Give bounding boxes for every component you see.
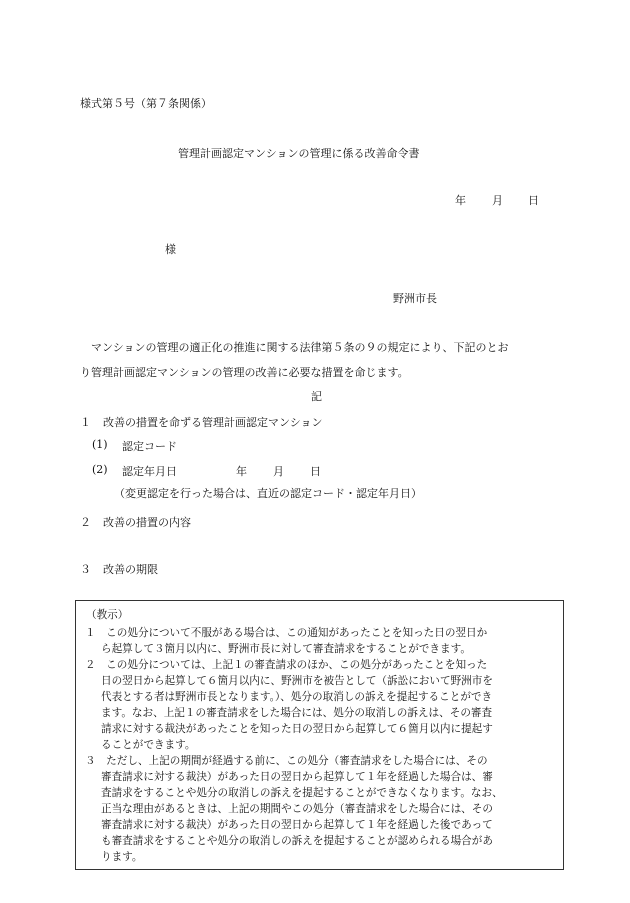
notice-p3-line: 審査請求に対する裁決）があった日の翌日から起算して１年を経過した後であって: [101, 819, 493, 831]
notice-p3-line: 査請求をすることや処分の取消しの訴えを提起することができなくなります。なお、: [101, 787, 503, 799]
notice-p1-line: １ この処分について不服がある場合は、この通知があったことを知った日の翌日か: [85, 627, 488, 639]
item-2-label: 改善の措置の内容: [103, 516, 191, 529]
notice-p3-line: ３ ただし、上記の期間が経過する前に、この処分（審査請求をした場合には、その: [85, 755, 488, 767]
form-number: 様式第５号（第７条関係）: [80, 97, 212, 110]
item-3-number: ３: [80, 563, 91, 576]
sub-2-year: 年: [236, 465, 247, 478]
notice-p2-line: 日の翌日から起算して６箇月以内に、野洲市を被告として（訴訟において野洲市を: [101, 675, 493, 687]
addressee: 様: [165, 243, 176, 256]
appeal-notice-box: [75, 600, 564, 870]
notice-p2-line: 代表とする者は野洲市長となります。）、処分の取消しの訴えを提起することができ: [101, 691, 493, 703]
date-year: 年: [455, 194, 466, 207]
notice-p3-line: ります。: [101, 851, 143, 863]
intro-line-1: マンションの管理の適正化の推進に関する法律第５条の９の規定により、下記のとお: [91, 341, 509, 354]
notice-p2-line: 請求に対する裁決があったことを知った日の翌日から起算して６箇月以内に提起す: [101, 723, 493, 735]
item-2-number: ２: [80, 516, 91, 529]
notice-p2-line: ることができます。: [101, 739, 196, 751]
issuer: 野洲市長: [393, 292, 437, 305]
item-3-label: 改善の期限: [103, 563, 158, 576]
ki-heading: 記: [311, 390, 322, 403]
sub-2-day: 日: [310, 465, 321, 478]
date-month: 月: [492, 194, 503, 207]
date-day: 日: [528, 194, 539, 207]
sub-2-month: 月: [273, 465, 284, 478]
notice-p2-line: ２ この処分については、上記１の審査請求のほか、この処分があったことを知った: [85, 659, 488, 671]
notice-p3-line: 審査請求に対する裁決）があった日の翌日から起算して１年を経過した場合は、審: [101, 771, 493, 783]
notice-p2-line: ます。なお、上記１の審査請求をした場合には、処分の取消しの訴えは、その審査: [101, 707, 493, 719]
notice-heading: （教示）: [86, 609, 129, 621]
intro-line-2: り管理計画認定マンションの管理の改善に必要な措置を命じます。: [80, 366, 409, 379]
sub-1-number: (1): [92, 438, 108, 451]
notice-p3-line: 正当な理由があるときは、上記の期間やこの処分（審査請求をした場合には、その: [101, 803, 493, 815]
sub-2-note: （変更認定を行った場合は、直近の認定コード・認定年月日）: [114, 487, 422, 500]
item-1-label: 改善の措置を命ずる管理計画認定マンション: [103, 416, 323, 429]
notice-p3-line: も審査請求をすることや処分の取消しの訴えを提起することが認められる場合があ: [101, 835, 493, 847]
sub-2-number: (2): [92, 463, 108, 476]
sub-2-label: 認定年月日: [122, 465, 177, 478]
document-title: 管理計画認定マンションの管理に係る改善命令書: [178, 147, 420, 160]
notice-p1-line: ら起算して３箇月以内に、野洲市長に対して審査請求をすることができます。: [101, 643, 471, 655]
item-1-number: １: [80, 416, 91, 429]
sub-1-label: 認定コード: [122, 440, 177, 453]
